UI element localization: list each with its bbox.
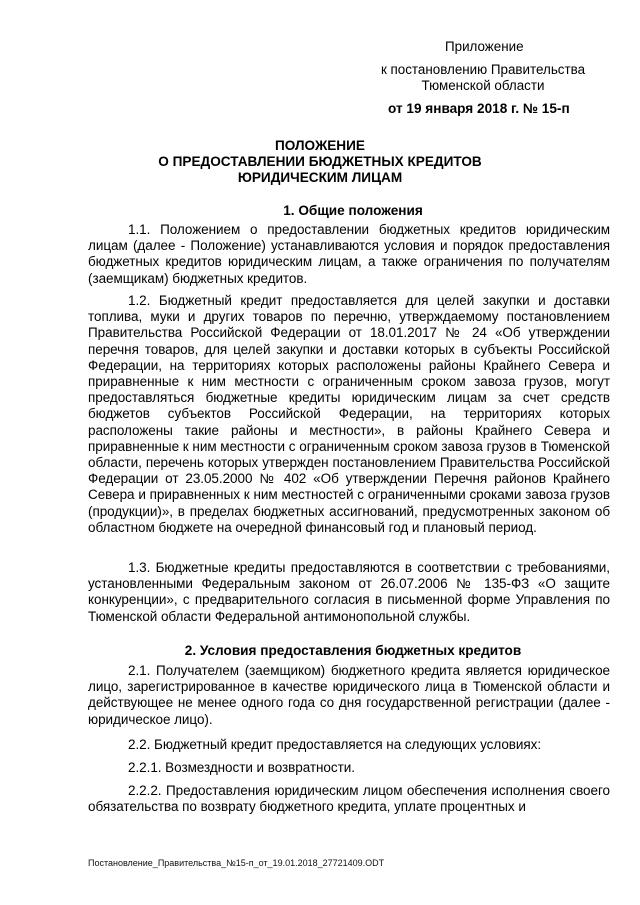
paragraph-1-1: 1.1. Положением о предоставлении бюджетных кредитов юридическим лицам (далее - Положение) устанавливаются условия и порядок предоставления бюджетных кредитов юридическим лицам, а также ограничения по получателям (заемщикам) бюджетных кредитов. [88,222,610,286]
attachment-region: Тюменской области [421,78,545,93]
attachment-reference: к постановлению Правительства [380,62,586,77]
paragraph-2-2: 2.2. Бюджетный кредит предоставляется на следующих условиях: [128,737,542,752]
attachment-title: Приложение [445,39,524,54]
document-title-line3: ЮРИДИЧЕСКИМ ЛИЦАМ [237,170,403,185]
document-title-line2: О ПРЕДОСТАВЛЕНИИ БЮДЖЕТНЫХ КРЕДИТОВ [158,154,482,169]
document-title-line1: ПОЛОЖЕНИЕ [275,138,365,153]
paragraph-2-1: 2.1. Получателем (заемщиком) бюджетного кредита является юридическое лицо, зарегистрированное в качестве юридического лица в Тюменской области и действующее не менее одного года со дня государственной регистрации (далее - юридическое лицо). [88,663,610,727]
paragraph-2-2-2: 2.2.2. Предоставления юридическим лицом обеспечения исполнения своего обязательства по возврату бюджетного кредита, уплате процентных и [88,783,610,815]
paragraph-2-2-1: 2.2.1. Возмездности и возвратности. [128,760,355,775]
section-1-title: 1. Общие положения [283,203,423,218]
section-2-title: 2. Условия предоставления бюджетных кредитов [184,643,522,658]
paragraph-1-2: 1.2. Бюджетный кредит предоставляется для целей закупки и доставки топлива, муки и других товаров по перечню, утверждаемому постановлением Правительства Российской Федерации от 18.01.2017 № 24 «Об утверждении перечня товаров, для целей закупки и доставки которых в субъекты Российской Федерации, на территориях которых расположены районы Крайнего Севера и приравненные к ним местности с ограниченным сроком завоза грузов, могут предоставляться бюджетные кредиты юридическим лицам за счет средств бюджетов субъектов Российской Федерации, на территориях которых расположены такие районы и местности», в районы Крайнего Севера и приравненные к ним местности с ограниченным сроком завоза грузов в Тюменской области, перечень которых утвержден постановлением Правительства Российской Федерации от 23.05.2000 № 402 «Об утверждении Перечня районов Крайнего Севера и приравненных к ним местностей с ограниченными сроками завоза грузов (продукции)», в пределах бюджетных ассигнований, предусмотренных законом об областном бюджете на очередной финансовый год и плановый период. [88,293,610,535]
paragraph-1-3: 1.3. Бюджетные кредиты предоставляются в соответствии с требованиями, установленными Федеральным законом от 26.07.2006 № 135-ФЗ «О защите конкуренции», с предварительного согласия в письменной форме Управления по Тюменской области Федеральной антимонопольной службы. [88,560,610,624]
attachment-date: от 19 января 2018 г. № 15-п [388,101,570,116]
footer-filename: Постановление_Правительства_№15-п_от_19.01.2018_27721409.ODT [88,858,385,868]
